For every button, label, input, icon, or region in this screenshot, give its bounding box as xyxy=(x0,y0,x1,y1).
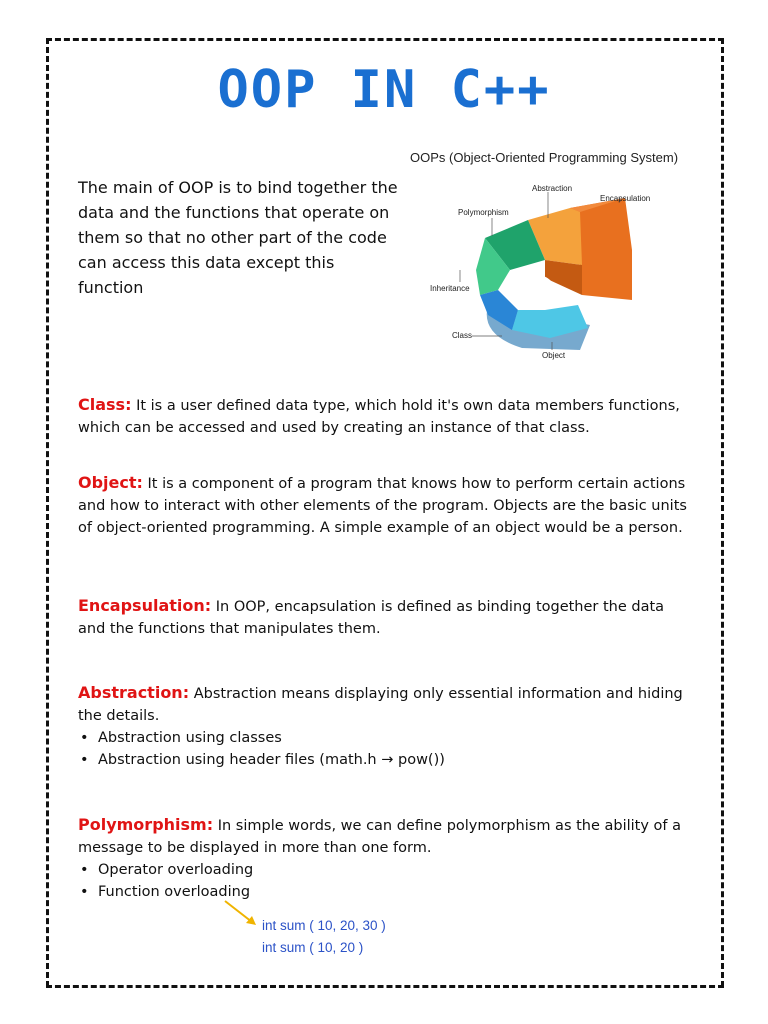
section-class xyxy=(78,394,693,439)
class-definition: It is a user defined data type, which hold it's own data members functions, which can be accessed and used by creating an instance of that class. xyxy=(78,398,680,436)
arrow-icon xyxy=(222,898,262,928)
label-class: Class xyxy=(452,331,473,340)
term-object: Object: xyxy=(78,473,143,492)
label-polymorphism: Polymorphism xyxy=(458,208,509,217)
object-definition: It is a component of a program that knows how to perform certain actions and how to interact with other elements of the program. Objects are the basic units of object-oriented programming. A simple example of an object would be a person. xyxy=(78,476,687,536)
list-item: • Function overloading xyxy=(78,881,693,903)
border-bottom xyxy=(46,985,724,988)
section-polymorphism xyxy=(78,814,693,903)
polymorphism-bullet-list xyxy=(78,859,693,903)
border-top xyxy=(46,38,724,41)
code-examples xyxy=(262,915,386,959)
term-polymorphism: Polymorphism: xyxy=(78,815,214,834)
label-encapsulation: Encapsulation xyxy=(600,194,651,203)
list-item: • Abstraction using classes xyxy=(78,727,693,749)
diagram-title: OOPs (Object-Oriented Programming System) xyxy=(410,150,679,165)
abstraction-bullet-list xyxy=(78,727,693,771)
border-left xyxy=(46,38,49,987)
label-inheritance: Inheritance xyxy=(430,284,470,293)
term-encapsulation: Encapsulation: xyxy=(78,596,212,615)
label-object: Object xyxy=(542,351,566,360)
page-title: OOP IN C++ xyxy=(217,60,551,120)
label-abstraction: Abstraction xyxy=(532,184,573,193)
abstraction-definition: Abstraction means displaying only essential information and hiding the details. xyxy=(78,686,683,724)
intro-paragraph: The main of OOP is to bind together the data and the functions that operate on them so that no other part of the code can access this data except this function xyxy=(78,178,398,297)
border-right xyxy=(721,38,724,987)
section-object xyxy=(78,472,693,539)
term-abstraction: Abstraction: xyxy=(78,683,190,702)
encapsulation-definition: In OOP, encapsulation is defined as binding together the data and the functions that manipulates them. xyxy=(78,599,665,637)
list-item: • Abstraction using header files (math.h → pow()) xyxy=(78,749,693,771)
oops-ring-diagram xyxy=(410,170,720,370)
section-abstraction xyxy=(78,682,693,771)
code-line: int sum ( 10, 20, 30 ) xyxy=(262,918,386,933)
code-line: int sum ( 10, 20 ) xyxy=(262,940,364,955)
term-class: Class: xyxy=(78,395,132,414)
list-item: • Operator overloading xyxy=(78,859,693,881)
section-encapsulation xyxy=(78,595,693,640)
polymorphism-definition: In simple words, we can define polymorphism as the ability of a message to be displayed in more than one form. xyxy=(78,818,682,856)
